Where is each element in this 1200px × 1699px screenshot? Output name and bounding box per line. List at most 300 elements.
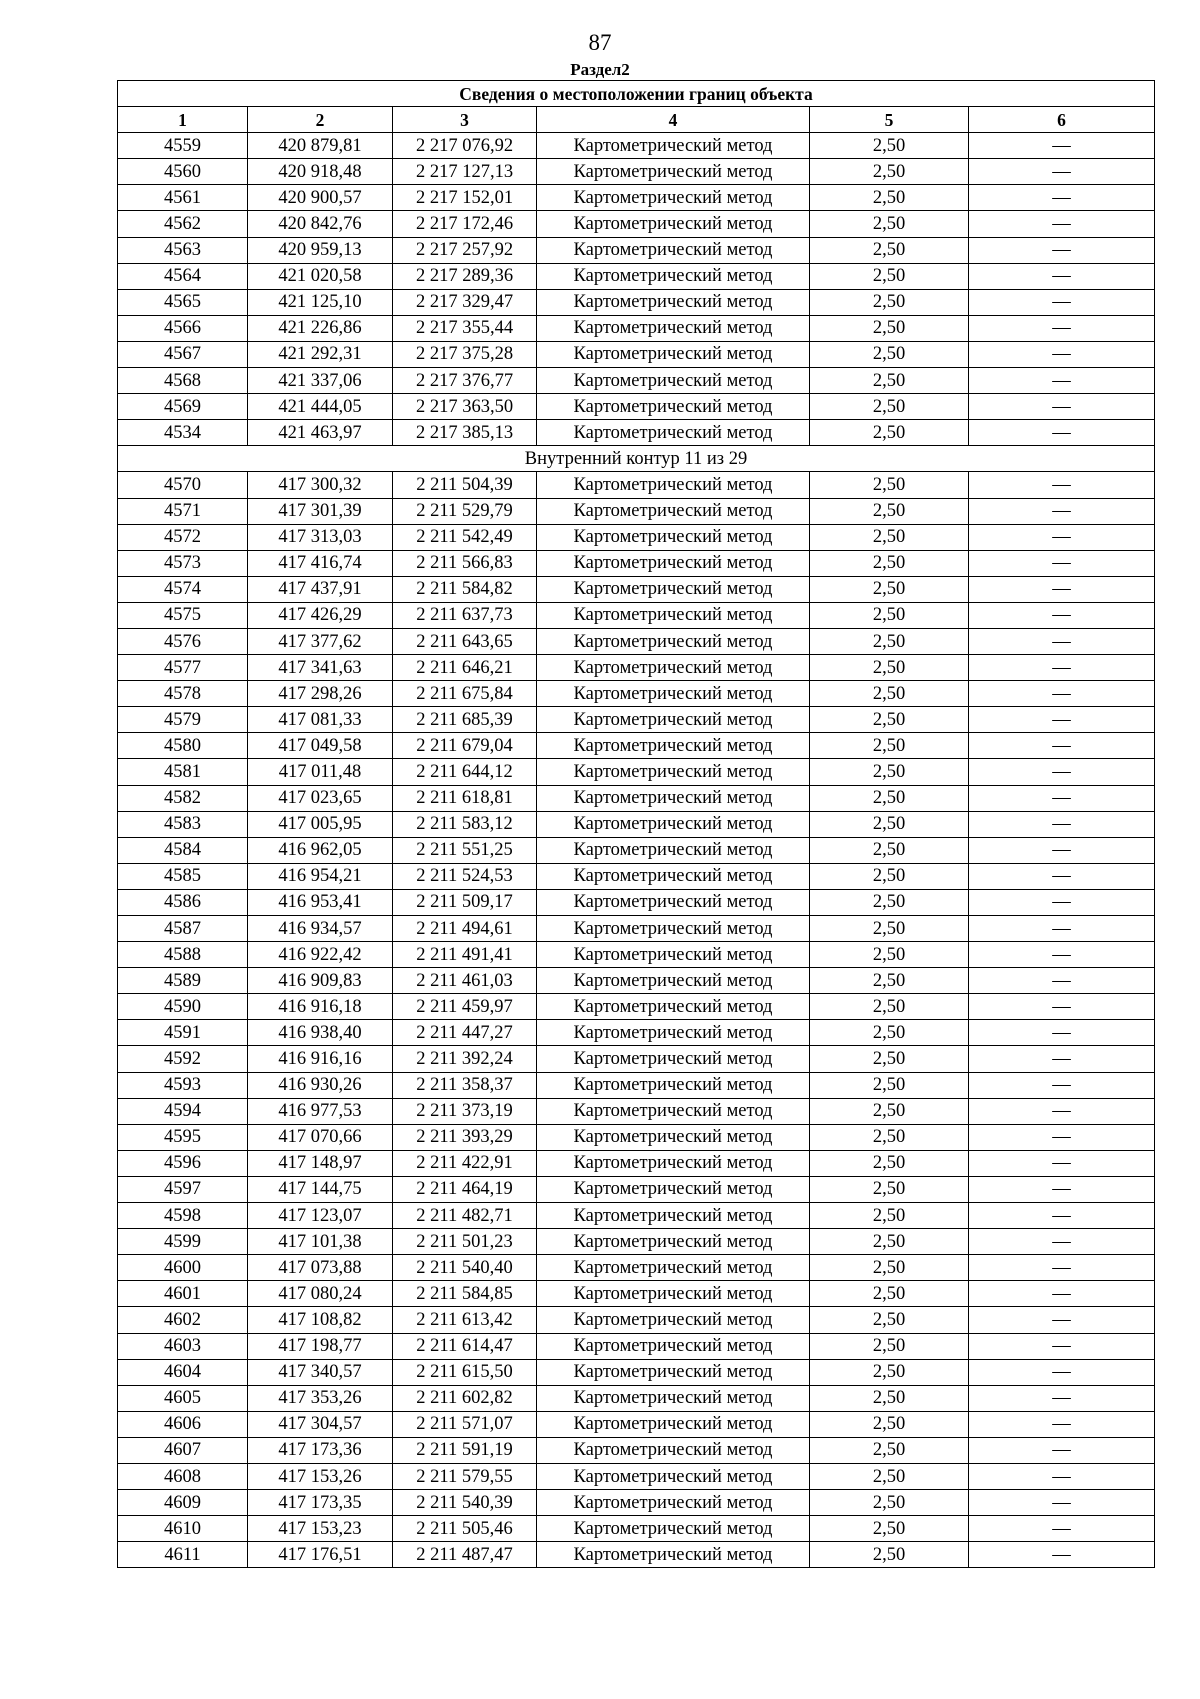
accuracy-cell: 2,50: [810, 733, 969, 759]
method-cell: Картометрический метод: [537, 1333, 810, 1359]
point-number-cell: 4598: [118, 1203, 248, 1229]
x-coordinate-cell: 417 198,77: [248, 1333, 393, 1359]
column-header: 3: [393, 107, 537, 133]
method-cell: Картометрический метод: [537, 785, 810, 811]
method-cell: Картометрический метод: [537, 524, 810, 550]
y-coordinate-cell: 2 211 579,55: [393, 1463, 537, 1489]
description-cell: —: [969, 1203, 1155, 1229]
y-coordinate-cell: 2 211 392,24: [393, 1046, 537, 1072]
method-cell: Картометрический метод: [537, 159, 810, 185]
method-cell: Картометрический метод: [537, 916, 810, 942]
y-coordinate-cell: 2 211 524,53: [393, 863, 537, 889]
x-coordinate-cell: 417 377,62: [248, 628, 393, 654]
x-coordinate-cell: 421 125,10: [248, 289, 393, 315]
description-cell: —: [969, 576, 1155, 602]
accuracy-cell: 2,50: [810, 1307, 969, 1333]
y-coordinate-cell: 2 211 602,82: [393, 1385, 537, 1411]
table-row: [118, 1098, 1155, 1124]
table-row: [118, 968, 1155, 994]
accuracy-cell: 2,50: [810, 655, 969, 681]
accuracy-cell: 2,50: [810, 576, 969, 602]
description-cell: —: [969, 1490, 1155, 1516]
x-coordinate-cell: 417 173,35: [248, 1490, 393, 1516]
x-coordinate-cell: 421 292,31: [248, 341, 393, 367]
accuracy-cell: 2,50: [810, 289, 969, 315]
y-coordinate-cell: 2 211 679,04: [393, 733, 537, 759]
point-number-cell: 4562: [118, 211, 248, 237]
x-coordinate-cell: 420 918,48: [248, 159, 393, 185]
point-number-cell: 4572: [118, 524, 248, 550]
method-cell: Картометрический метод: [537, 420, 810, 446]
method-cell: Картометрический метод: [537, 1411, 810, 1437]
description-cell: —: [969, 1281, 1155, 1307]
description-cell: —: [969, 1542, 1155, 1568]
accuracy-cell: 2,50: [810, 994, 969, 1020]
description-cell: —: [969, 1020, 1155, 1046]
table-row: [118, 1281, 1155, 1307]
description-cell: —: [969, 889, 1155, 915]
table-row: [118, 1124, 1155, 1150]
y-coordinate-cell: 2 211 675,84: [393, 681, 537, 707]
x-coordinate-cell: 421 020,58: [248, 263, 393, 289]
y-coordinate-cell: 2 211 482,71: [393, 1203, 537, 1229]
table-row: [118, 1072, 1155, 1098]
point-number-cell: 4588: [118, 942, 248, 968]
description-cell: —: [969, 185, 1155, 211]
x-coordinate-cell: 416 909,83: [248, 968, 393, 994]
description-cell: —: [969, 1437, 1155, 1463]
x-coordinate-cell: 417 005,95: [248, 811, 393, 837]
x-coordinate-cell: 417 101,38: [248, 1229, 393, 1255]
method-cell: Картометрический метод: [537, 341, 810, 367]
method-cell: Картометрический метод: [537, 707, 810, 733]
point-number-cell: 4561: [118, 185, 248, 211]
table-row: [118, 994, 1155, 1020]
y-coordinate-cell: 2 211 358,37: [393, 1072, 537, 1098]
table-row: [118, 655, 1155, 681]
table-row: [118, 707, 1155, 733]
point-number-cell: 4587: [118, 916, 248, 942]
point-number-cell: 4592: [118, 1046, 248, 1072]
table-caption-row: [118, 81, 1155, 107]
point-number-cell: 4585: [118, 863, 248, 889]
x-coordinate-cell: 417 070,66: [248, 1124, 393, 1150]
accuracy-cell: 2,50: [810, 1516, 969, 1542]
y-coordinate-cell: 2 211 459,97: [393, 994, 537, 1020]
table-row: [118, 1046, 1155, 1072]
table-row: [118, 1020, 1155, 1046]
description-cell: —: [969, 1463, 1155, 1489]
table-row: [118, 472, 1155, 498]
point-number-cell: 4575: [118, 602, 248, 628]
table-row: [118, 1359, 1155, 1385]
table-row: [118, 394, 1155, 420]
method-cell: Картометрический метод: [537, 968, 810, 994]
point-number-cell: 4599: [118, 1229, 248, 1255]
accuracy-cell: 2,50: [810, 1072, 969, 1098]
point-number-cell: 4560: [118, 159, 248, 185]
accuracy-cell: 2,50: [810, 942, 969, 968]
description-cell: —: [969, 368, 1155, 394]
y-coordinate-cell: 2 211 566,83: [393, 550, 537, 576]
accuracy-cell: 2,50: [810, 1229, 969, 1255]
accuracy-cell: 2,50: [810, 1359, 969, 1385]
method-cell: Картометрический метод: [537, 655, 810, 681]
table-row: [118, 498, 1155, 524]
y-coordinate-cell: 2 211 393,29: [393, 1124, 537, 1150]
table-body: [118, 133, 1155, 1568]
x-coordinate-cell: 417 301,39: [248, 498, 393, 524]
point-number-cell: 4601: [118, 1281, 248, 1307]
method-cell: Картометрический метод: [537, 1176, 810, 1202]
y-coordinate-cell: 2 211 644,12: [393, 759, 537, 785]
x-coordinate-cell: 417 153,26: [248, 1463, 393, 1489]
point-number-cell: 4534: [118, 420, 248, 446]
contour-header-row: [118, 446, 1155, 472]
accuracy-cell: 2,50: [810, 159, 969, 185]
point-number-cell: 4589: [118, 968, 248, 994]
x-coordinate-cell: 417 176,51: [248, 1542, 393, 1568]
accuracy-cell: 2,50: [810, 707, 969, 733]
description-cell: —: [969, 550, 1155, 576]
x-coordinate-cell: 420 842,76: [248, 211, 393, 237]
point-number-cell: 4606: [118, 1411, 248, 1437]
x-coordinate-cell: 417 353,26: [248, 1385, 393, 1411]
y-coordinate-cell: 2 217 363,50: [393, 394, 537, 420]
x-coordinate-cell: 421 226,86: [248, 315, 393, 341]
method-cell: Картометрический метод: [537, 1150, 810, 1176]
accuracy-cell: 2,50: [810, 785, 969, 811]
y-coordinate-cell: 2 211 540,40: [393, 1255, 537, 1281]
x-coordinate-cell: 421 337,06: [248, 368, 393, 394]
description-cell: —: [969, 863, 1155, 889]
y-coordinate-cell: 2 217 172,46: [393, 211, 537, 237]
description-cell: —: [969, 628, 1155, 654]
y-coordinate-cell: 2 211 646,21: [393, 655, 537, 681]
method-cell: Картометрический метод: [537, 185, 810, 211]
x-coordinate-cell: 420 900,57: [248, 185, 393, 211]
method-cell: Картометрический метод: [537, 263, 810, 289]
section-title: Раздел2: [570, 60, 630, 79]
accuracy-cell: 2,50: [810, 550, 969, 576]
accuracy-cell: 2,50: [810, 133, 969, 159]
y-coordinate-cell: 2 217 257,92: [393, 237, 537, 263]
y-coordinate-cell: 2 211 505,46: [393, 1516, 537, 1542]
table-row: [118, 1437, 1155, 1463]
description-cell: —: [969, 811, 1155, 837]
point-number-cell: 4602: [118, 1307, 248, 1333]
point-number-cell: 4594: [118, 1098, 248, 1124]
column-header: 2: [248, 107, 393, 133]
point-number-cell: 4591: [118, 1020, 248, 1046]
description-cell: —: [969, 733, 1155, 759]
table-row: [118, 1463, 1155, 1489]
method-cell: Картометрический метод: [537, 1490, 810, 1516]
method-cell: Картометрический метод: [537, 1359, 810, 1385]
y-coordinate-cell: 2 211 540,39: [393, 1490, 537, 1516]
description-cell: —: [969, 602, 1155, 628]
y-coordinate-cell: 2 211 615,50: [393, 1359, 537, 1385]
description-cell: —: [969, 1150, 1155, 1176]
table-row: [118, 1255, 1155, 1281]
description-cell: —: [969, 211, 1155, 237]
boundary-coordinates-table: [117, 80, 1155, 1568]
accuracy-cell: 2,50: [810, 628, 969, 654]
table-row: [118, 628, 1155, 654]
accuracy-cell: 2,50: [810, 1463, 969, 1489]
table-row: [118, 1150, 1155, 1176]
method-cell: Картометрический метод: [537, 1098, 810, 1124]
description-cell: —: [969, 1307, 1155, 1333]
accuracy-cell: 2,50: [810, 916, 969, 942]
description-cell: —: [969, 1333, 1155, 1359]
description-cell: —: [969, 1072, 1155, 1098]
description-cell: —: [969, 916, 1155, 942]
method-cell: Картометрический метод: [537, 498, 810, 524]
point-number-cell: 4573: [118, 550, 248, 576]
description-cell: —: [969, 1098, 1155, 1124]
point-number-cell: 4608: [118, 1463, 248, 1489]
x-coordinate-cell: 416 930,26: [248, 1072, 393, 1098]
y-coordinate-cell: 2 211 571,07: [393, 1411, 537, 1437]
y-coordinate-cell: 2 211 504,39: [393, 472, 537, 498]
y-coordinate-cell: 2 211 591,19: [393, 1437, 537, 1463]
x-coordinate-cell: 417 416,74: [248, 550, 393, 576]
x-coordinate-cell: 417 341,63: [248, 655, 393, 681]
method-cell: Картометрический метод: [537, 368, 810, 394]
accuracy-cell: 2,50: [810, 811, 969, 837]
description-cell: —: [969, 524, 1155, 550]
table-row: [118, 942, 1155, 968]
point-number-cell: 4559: [118, 133, 248, 159]
y-coordinate-cell: 2 217 289,36: [393, 263, 537, 289]
accuracy-cell: 2,50: [810, 394, 969, 420]
column-header: 4: [537, 107, 810, 133]
y-coordinate-cell: 2 211 551,25: [393, 837, 537, 863]
x-coordinate-cell: 416 977,53: [248, 1098, 393, 1124]
accuracy-cell: 2,50: [810, 185, 969, 211]
x-coordinate-cell: 417 437,91: [248, 576, 393, 602]
column-header: 1: [118, 107, 248, 133]
method-cell: Картометрический метод: [537, 863, 810, 889]
y-coordinate-cell: 2 211 373,19: [393, 1098, 537, 1124]
x-coordinate-cell: 417 426,29: [248, 602, 393, 628]
y-coordinate-cell: 2 217 376,77: [393, 368, 537, 394]
point-number-cell: 4576: [118, 628, 248, 654]
point-number-cell: 4566: [118, 315, 248, 341]
accuracy-cell: 2,50: [810, 602, 969, 628]
point-number-cell: 4600: [118, 1255, 248, 1281]
description-cell: —: [969, 1411, 1155, 1437]
table-row: [118, 237, 1155, 263]
method-cell: Картометрический метод: [537, 394, 810, 420]
x-coordinate-cell: 417 081,33: [248, 707, 393, 733]
y-coordinate-cell: 2 211 584,85: [393, 1281, 537, 1307]
accuracy-cell: 2,50: [810, 1203, 969, 1229]
method-cell: Картометрический метод: [537, 1124, 810, 1150]
y-coordinate-cell: 2 211 509,17: [393, 889, 537, 915]
x-coordinate-cell: 416 962,05: [248, 837, 393, 863]
point-number-cell: 4597: [118, 1176, 248, 1202]
table-row: [118, 185, 1155, 211]
x-coordinate-cell: 416 922,42: [248, 942, 393, 968]
accuracy-cell: 2,50: [810, 1020, 969, 1046]
table-row: [118, 1385, 1155, 1411]
point-number-cell: 4579: [118, 707, 248, 733]
x-coordinate-cell: 417 073,88: [248, 1255, 393, 1281]
x-coordinate-cell: 417 049,58: [248, 733, 393, 759]
accuracy-cell: 2,50: [810, 1490, 969, 1516]
accuracy-cell: 2,50: [810, 1255, 969, 1281]
method-cell: Картометрический метод: [537, 1255, 810, 1281]
point-number-cell: 4584: [118, 837, 248, 863]
accuracy-cell: 2,50: [810, 1098, 969, 1124]
description-cell: —: [969, 968, 1155, 994]
method-cell: Картометрический метод: [537, 837, 810, 863]
accuracy-cell: 2,50: [810, 759, 969, 785]
y-coordinate-cell: 2 217 355,44: [393, 315, 537, 341]
point-number-cell: 4596: [118, 1150, 248, 1176]
x-coordinate-cell: 417 300,32: [248, 472, 393, 498]
table-row: [118, 289, 1155, 315]
description-cell: —: [969, 341, 1155, 367]
accuracy-cell: 2,50: [810, 263, 969, 289]
point-number-cell: 4605: [118, 1385, 248, 1411]
method-cell: Картометрический метод: [537, 550, 810, 576]
description-cell: —: [969, 1229, 1155, 1255]
description-cell: —: [969, 394, 1155, 420]
point-number-cell: 4565: [118, 289, 248, 315]
table-row: [118, 524, 1155, 550]
point-number-cell: 4577: [118, 655, 248, 681]
accuracy-cell: 2,50: [810, 1385, 969, 1411]
page-number: 87: [588, 30, 612, 55]
x-coordinate-cell: 421 463,97: [248, 420, 393, 446]
method-cell: Картометрический метод: [537, 733, 810, 759]
accuracy-cell: 2,50: [810, 1542, 969, 1568]
point-number-cell: 4590: [118, 994, 248, 1020]
table-row: [118, 916, 1155, 942]
accuracy-cell: 2,50: [810, 837, 969, 863]
accuracy-cell: 2,50: [810, 1046, 969, 1072]
method-cell: Картометрический метод: [537, 681, 810, 707]
table-row: [118, 1542, 1155, 1568]
description-cell: —: [969, 472, 1155, 498]
x-coordinate-cell: 416 916,16: [248, 1046, 393, 1072]
point-number-cell: 4571: [118, 498, 248, 524]
table-row: [118, 420, 1155, 446]
point-number-cell: 4563: [118, 237, 248, 263]
description-cell: —: [969, 1385, 1155, 1411]
table-row: [118, 1307, 1155, 1333]
point-number-cell: 4583: [118, 811, 248, 837]
point-number-cell: 4604: [118, 1359, 248, 1385]
y-coordinate-cell: 2 217 152,01: [393, 185, 537, 211]
y-coordinate-cell: 2 211 583,12: [393, 811, 537, 837]
description-cell: —: [969, 681, 1155, 707]
table-row: [118, 1516, 1155, 1542]
accuracy-cell: 2,50: [810, 1176, 969, 1202]
y-coordinate-cell: 2 211 422,91: [393, 1150, 537, 1176]
y-coordinate-cell: 2 211 584,82: [393, 576, 537, 602]
table-row: [118, 1490, 1155, 1516]
method-cell: Картометрический метод: [537, 1281, 810, 1307]
point-number-cell: 4607: [118, 1437, 248, 1463]
y-coordinate-cell: 2 211 464,19: [393, 1176, 537, 1202]
method-cell: Картометрический метод: [537, 289, 810, 315]
table-caption: Сведения о местоположении границ объекта: [118, 81, 1155, 107]
x-coordinate-cell: 417 080,24: [248, 1281, 393, 1307]
y-coordinate-cell: 2 211 685,39: [393, 707, 537, 733]
description-cell: —: [969, 237, 1155, 263]
x-coordinate-cell: 417 011,48: [248, 759, 393, 785]
description-cell: —: [969, 707, 1155, 733]
table-row: [118, 263, 1155, 289]
method-cell: Картометрический метод: [537, 602, 810, 628]
method-cell: Картометрический метод: [537, 628, 810, 654]
x-coordinate-cell: 417 144,75: [248, 1176, 393, 1202]
description-cell: —: [969, 289, 1155, 315]
accuracy-cell: 2,50: [810, 498, 969, 524]
table-row: [118, 133, 1155, 159]
description-cell: —: [969, 263, 1155, 289]
x-coordinate-cell: 417 313,03: [248, 524, 393, 550]
description-cell: —: [969, 498, 1155, 524]
accuracy-cell: 2,50: [810, 1437, 969, 1463]
accuracy-cell: 2,50: [810, 237, 969, 263]
accuracy-cell: 2,50: [810, 211, 969, 237]
accuracy-cell: 2,50: [810, 889, 969, 915]
table-row: [118, 211, 1155, 237]
y-coordinate-cell: 2 211 613,42: [393, 1307, 537, 1333]
y-coordinate-cell: 2 211 447,27: [393, 1020, 537, 1046]
table-row: [118, 368, 1155, 394]
description-cell: —: [969, 1176, 1155, 1202]
x-coordinate-cell: 416 916,18: [248, 994, 393, 1020]
table-row: [118, 1333, 1155, 1359]
table-row: [118, 1411, 1155, 1437]
accuracy-cell: 2,50: [810, 315, 969, 341]
description-cell: —: [969, 420, 1155, 446]
method-cell: Картометрический метод: [537, 472, 810, 498]
accuracy-cell: 2,50: [810, 472, 969, 498]
table-row: [118, 341, 1155, 367]
point-number-cell: 4578: [118, 681, 248, 707]
x-coordinate-cell: 416 953,41: [248, 889, 393, 915]
description-cell: —: [969, 159, 1155, 185]
table-row: [118, 550, 1155, 576]
table-row: [118, 837, 1155, 863]
description-cell: —: [969, 1255, 1155, 1281]
accuracy-cell: 2,50: [810, 863, 969, 889]
table-row: [118, 811, 1155, 837]
x-coordinate-cell: 420 879,81: [248, 133, 393, 159]
table-row: [118, 785, 1155, 811]
y-coordinate-cell: 2 211 637,73: [393, 602, 537, 628]
y-coordinate-cell: 2 211 542,49: [393, 524, 537, 550]
method-cell: Картометрический метод: [537, 315, 810, 341]
point-number-cell: 4586: [118, 889, 248, 915]
x-coordinate-cell: 421 444,05: [248, 394, 393, 420]
method-cell: Картометрический метод: [537, 889, 810, 915]
method-cell: Картометрический метод: [537, 1437, 810, 1463]
x-coordinate-cell: 420 959,13: [248, 237, 393, 263]
y-coordinate-cell: 2 211 618,81: [393, 785, 537, 811]
method-cell: Картометрический метод: [537, 759, 810, 785]
x-coordinate-cell: 417 298,26: [248, 681, 393, 707]
table-row: [118, 1229, 1155, 1255]
point-number-cell: 4581: [118, 759, 248, 785]
